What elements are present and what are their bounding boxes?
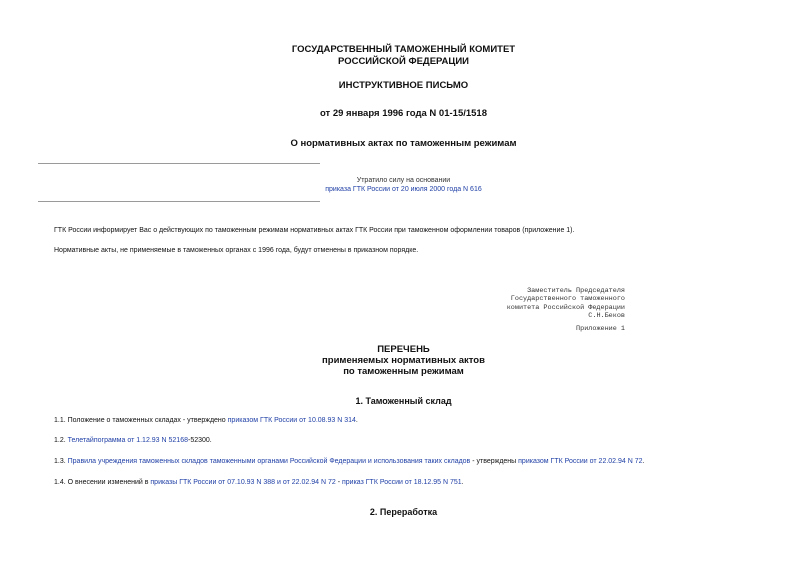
item-text: - — [335, 479, 342, 486]
item-text: 1.2. — [54, 437, 68, 444]
list-item-1-4 — [54, 478, 464, 487]
item-text: 1.3. — [54, 458, 68, 465]
signature-line-1: Заместитель Председателя — [527, 287, 625, 295]
basis-order-link[interactable]: приказа ГТК России от 20 июля 2000 года N 616 — [325, 186, 482, 193]
body-paragraph-2: Нормативные акты, не применяемые в таможенных органах с 1996 года, будут отменены в приказном порядке. — [54, 247, 419, 254]
item-text: 1.1. Положение о таможенных складах - утверждено — [54, 417, 228, 424]
document-subject: О нормативных актах по таможенным режимам — [290, 138, 517, 149]
appendix-label: Приложение 1 — [576, 325, 625, 333]
list-title-line2: применяемых нормативных актов — [322, 355, 485, 366]
item-text: - утверждены — [470, 458, 519, 465]
signature-line-2: Государственного таможенного — [510, 295, 625, 304]
list-item-1-1 — [54, 416, 358, 425]
list-item-1-2 — [54, 436, 212, 445]
committee-name-line2: РОССИЙСКОЙ ФЕДЕРАЦИИ — [337, 56, 469, 67]
order-751-link[interactable]: приказ ГТК России от 18.12.95 N 751 — [341, 479, 462, 486]
divider-bottom — [38, 201, 320, 202]
list-title-line1: ПЕРЕЧЕНЬ — [377, 344, 430, 355]
signature-block — [507, 287, 625, 321]
orders-388-72-link[interactable]: приказы ГТК России от 07.10.93 N 388 и от 22.02.94 N 72 — [150, 479, 336, 486]
list-item-1-3 — [54, 457, 644, 466]
order-72-link[interactable]: приказом ГТК России от 22.02.94 N 72 — [518, 458, 643, 465]
item-text: . — [642, 458, 645, 465]
document-type: ИНСТРУКТИВНОЕ ПИСЬМО — [338, 80, 469, 91]
document-date: от 29 января 1996 года N 01-15/1518 — [319, 108, 487, 119]
section-1-title: 1. Таможенный склад — [355, 396, 452, 406]
list-title-line3: по таможенным режимам — [343, 366, 464, 377]
section-2-title: 2. Переработка — [369, 507, 438, 517]
item-text: -52300. — [188, 437, 212, 444]
lost-force-note: Утратило силу на основании — [356, 177, 451, 184]
committee-name-line1: ГОСУДАРСТВЕННЫЙ ТАМОЖЕННЫЙ КОМИТЕТ — [291, 44, 516, 55]
signature-name: С.Н.Беков — [588, 312, 625, 321]
order-314-link[interactable]: приказом ГТК России от 10.08.93 N 314 — [227, 417, 356, 424]
teletype-link[interactable]: Телетайпограмма от 1.12.93 N 52168 — [67, 437, 188, 444]
item-text: . — [461, 479, 464, 486]
signature-line-3: комитета Российской Федерации — [506, 303, 625, 312]
divider-top — [38, 163, 320, 164]
item-text: 1.4. О внесении изменений в — [54, 479, 151, 486]
body-paragraph-1: ГТК России информирует Вас о действующих по таможенным режимам нормативных актах ГТК России при таможенном оформлении товаров (приложение 1). — [54, 227, 575, 234]
warehouse-rules-link[interactable]: Правила учреждения таможенных складов таможенными органами Российской Федерации и использования таких складов — [67, 458, 471, 465]
item-text: . — [355, 417, 358, 424]
